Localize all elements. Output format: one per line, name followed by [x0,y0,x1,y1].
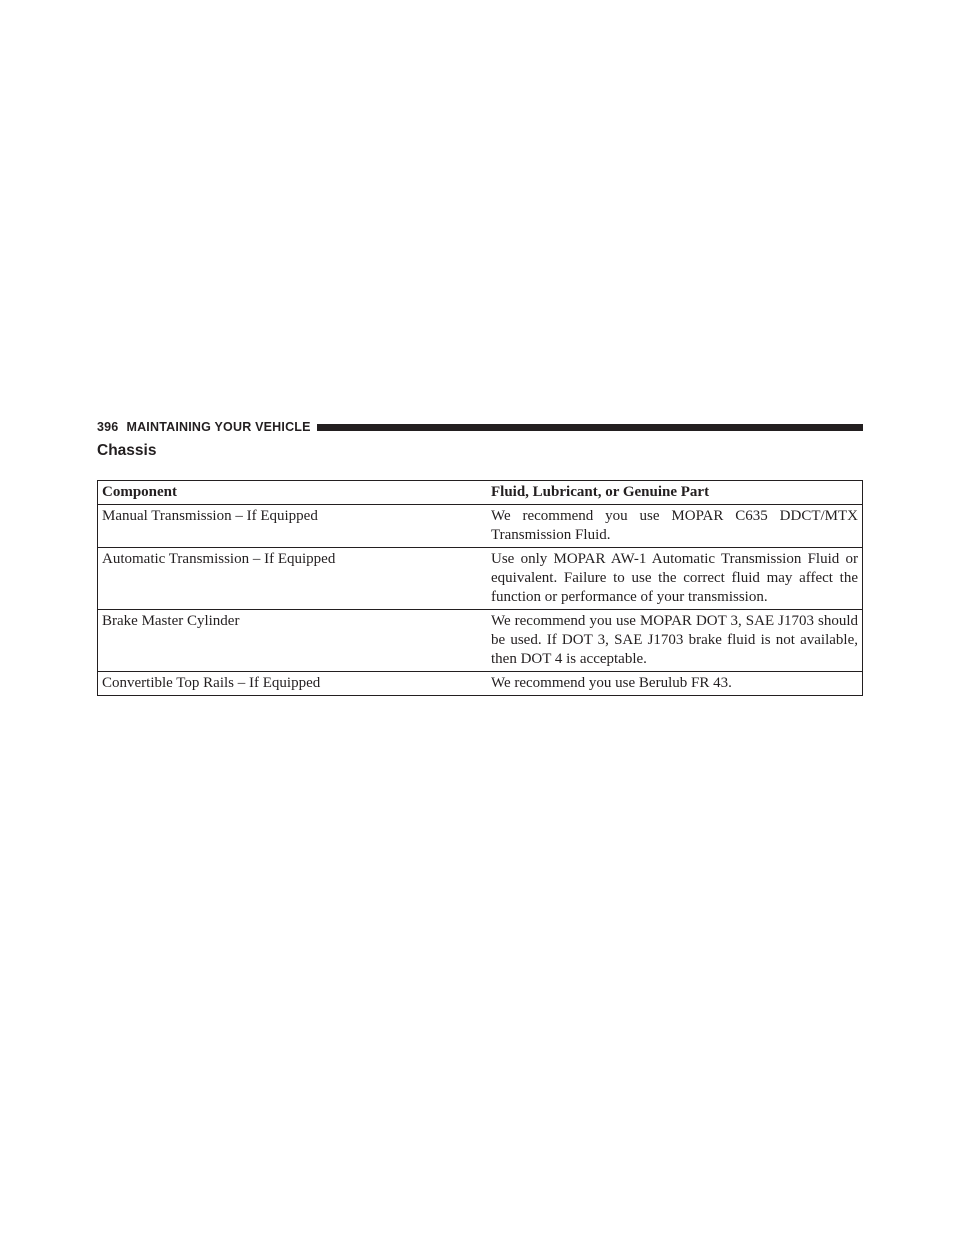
page-number: 396 [97,420,119,434]
fluid-cell: We recommend you use MOPAR DOT 3, SAE J1703 should be used. If DOT 3, SAE J1703 brake fluid is not available, then DOT 4 is acceptable. [486,610,863,672]
component-cell: Convertible Top Rails – If Equipped [97,672,486,696]
column-header-component: Component [97,481,486,505]
component-cell: Brake Master Cylinder [97,610,486,672]
page-header [97,419,863,435]
fluids-table [97,480,863,696]
table-row [97,610,863,672]
table-row [97,548,863,610]
fluid-cell: We recommend you use Berulub FR 43. [486,672,863,696]
table-row [97,672,863,696]
fluid-cell: We recommend you use MOPAR C635 DDCT/MTX Transmission Fluid. [486,505,863,548]
component-cell: Manual Transmission – If Equipped [97,505,486,548]
table-row [97,505,863,548]
fluid-cell: Use only MOPAR AW-1 Automatic Transmission Fluid or equivalent. Failure to use the correct fluid may affect the function or performance of your transmission. [486,548,863,610]
column-header-fluid: Fluid, Lubricant, or Genuine Part [486,481,863,505]
section-title: Chassis [97,442,157,459]
running-section-title: MAINTAINING YOUR VEHICLE [126,420,311,434]
component-cell: Automatic Transmission – If Equipped [97,548,486,610]
header-rule [317,424,863,431]
table-header-row [97,481,863,505]
